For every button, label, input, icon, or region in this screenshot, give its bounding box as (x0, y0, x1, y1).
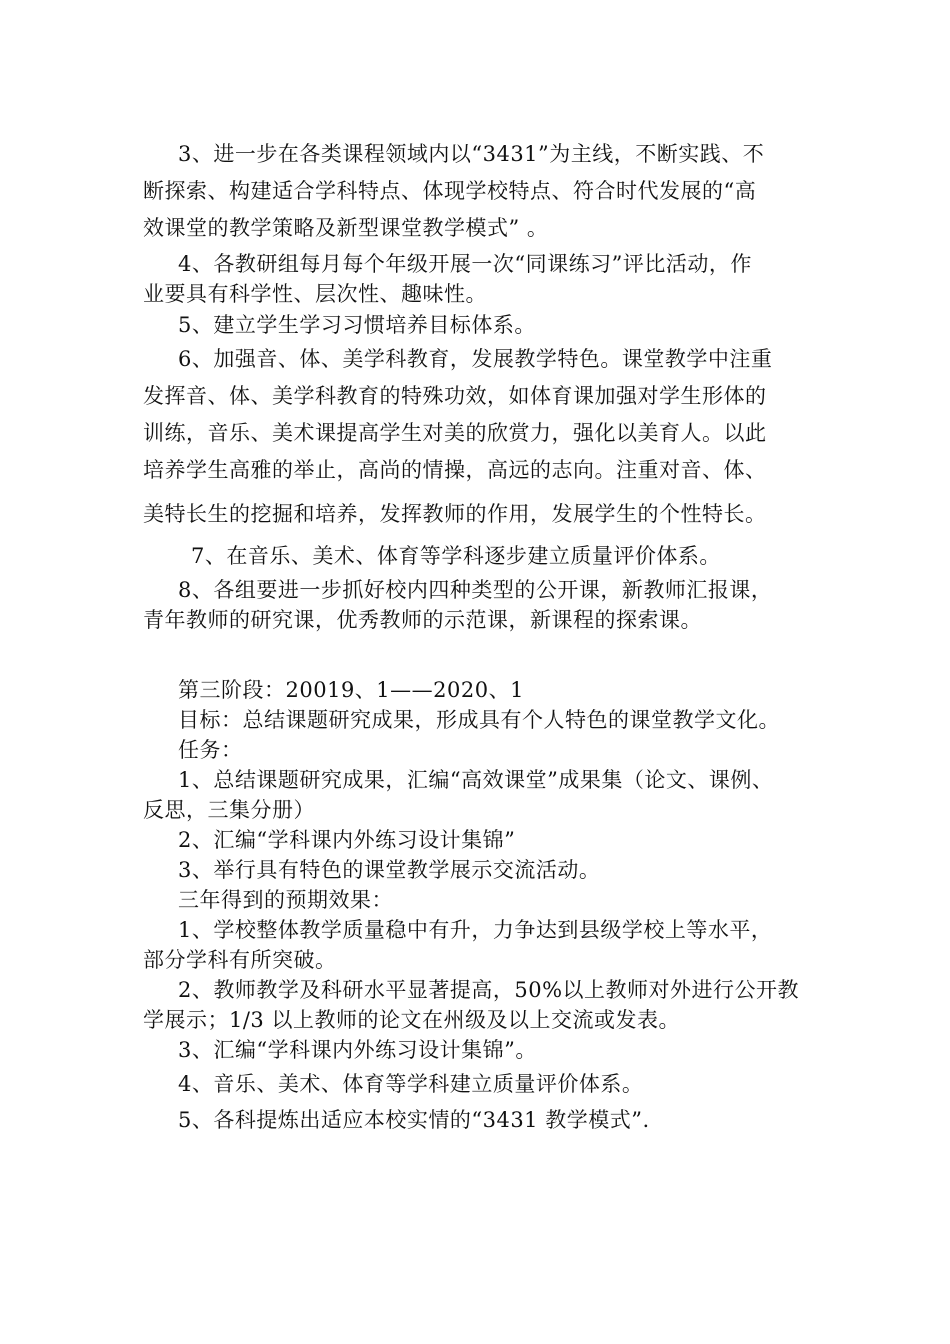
stage-three-goal: 目标：总结课题研究成果，形成具有个人特色的课堂教学文化。 (178, 708, 780, 732)
task-1-line-1: 1、总结课题研究成果，汇编“高效课堂”成果集（论文、课例、 (178, 768, 774, 792)
result-2-line-1: 2、教师教学及科研水平显著提高，50%以上教师对外进行公开教 (178, 978, 800, 1002)
paragraph-3-line-3: 效课堂的教学策略及新型课堂教学模式” 。 (143, 216, 549, 240)
tasks-heading: 任务： (178, 738, 243, 762)
paragraph-4-line-2: 业要具有科学性、层次性、趣味性。 (143, 282, 487, 306)
paragraph-3-line-2: 断探索、构建适合学科特点、体现学校特点、符合时代发展的“高 (143, 179, 757, 203)
paragraph-6-line-1: 6、加强音、体、美学科教育，发展教学特色。课堂教学中注重 (178, 347, 773, 371)
paragraph-6-line-5: 美特长生的挖掘和培养，发挥教师的作用，发展学生的个性特长。 (143, 502, 767, 526)
paragraph-8-line-2: 青年教师的研究课，优秀教师的示范课，新课程的探索课。 (143, 608, 702, 632)
result-5-line-1: 5、各科提炼出适应本校实情的“3431 教学模式”. (178, 1108, 650, 1132)
paragraph-3-line-1: 3、进一步在各类课程领域内以“3431”为主线，不断实践、不 (178, 142, 765, 166)
result-1-line-2: 部分学科有所突破。 (143, 948, 337, 972)
task-1-line-2: 反思，三集分册） (143, 798, 315, 822)
task-2-line-1: 2、汇编“学科课内外练习设计集锦” (178, 828, 516, 852)
expected-results-heading: 三年得到的预期效果： (178, 888, 393, 912)
paragraph-8-line-1: 8、各组要进一步抓好校内四种类型的公开课，新教师汇报课， (178, 578, 773, 602)
paragraph-4-line-1: 4、各教研组每月每个年级开展一次“同课练习”评比活动，作 (178, 252, 752, 276)
paragraph-7-line-1: 7、在音乐、美术、体育等学科逐步建立质量评价体系。 (191, 544, 721, 568)
result-2-line-2: 学展示；1/3 以上教师的论文在州级及以上交流或发表。 (143, 1008, 680, 1032)
result-3-line-1: 3、汇编“学科课内外练习设计集锦”。 (178, 1038, 537, 1062)
task-3-line-1: 3、举行具有特色的课堂教学展示交流活动。 (178, 858, 601, 882)
result-4-line-1: 4、音乐、美术、体育等学科建立质量评价体系。 (178, 1072, 644, 1096)
paragraph-6-line-4: 培养学生高雅的举止，高尚的情操，高远的志向。注重对音、体、 (143, 458, 767, 482)
paragraph-6-line-2: 发挥音、体、美学科教育的特殊功效，如体育课加强对学生形体的 (143, 384, 767, 408)
paragraph-6-line-3: 训练，音乐、美术课提高学生对美的欣赏力，强化以美育人。以此 (143, 421, 767, 445)
stage-three-heading: 第三阶段：20019、1——2020、1 (178, 678, 524, 702)
result-1-line-1: 1、学校整体教学质量稳中有升，力争达到县级学校上等水平， (178, 918, 773, 942)
paragraph-5-line-1: 5、建立学生学习习惯培养目标体系。 (178, 313, 536, 337)
